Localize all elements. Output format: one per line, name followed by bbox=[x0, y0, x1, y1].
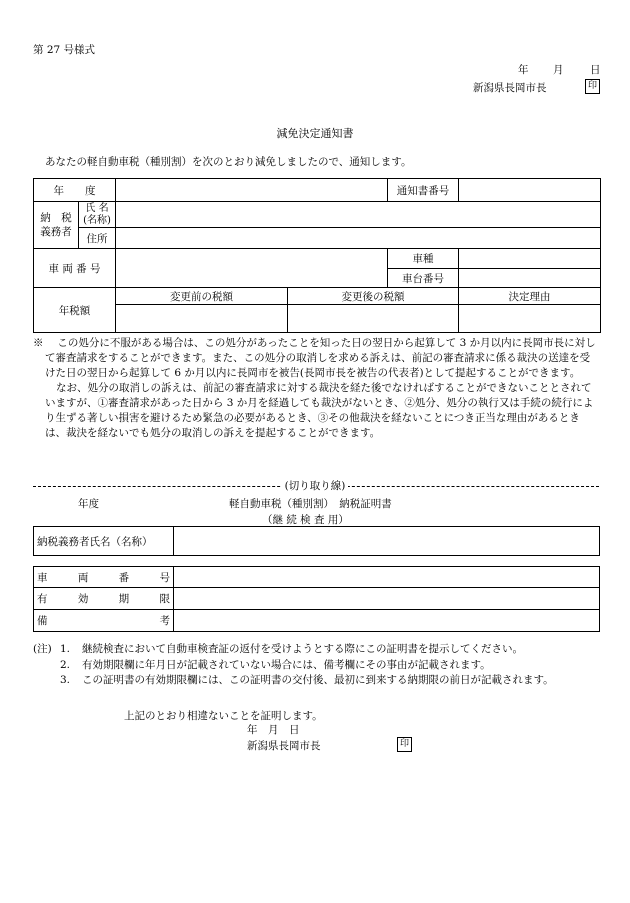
validity-label bbox=[34, 588, 174, 610]
vl-char-2: 効 bbox=[77, 593, 89, 605]
after-tax-label: 変更後の税額 bbox=[288, 288, 459, 305]
cut-line-label-wrap bbox=[0, 478, 630, 493]
address-value bbox=[116, 228, 601, 249]
name-label-line1: 氏 名 bbox=[85, 202, 109, 214]
year-value bbox=[116, 179, 388, 202]
certificate-detail-table bbox=[33, 566, 600, 632]
remarks-chars bbox=[37, 613, 170, 628]
attestation-issuer: 新潟県長岡市長 bbox=[247, 740, 321, 752]
notes-lead: (注) bbox=[33, 643, 52, 655]
remarks-value bbox=[174, 610, 600, 632]
note-item bbox=[33, 673, 603, 689]
cut-line-label: (切り取り線) bbox=[282, 480, 349, 492]
date-month: 月 bbox=[553, 64, 564, 76]
cert-vehicle-number-value bbox=[174, 567, 600, 588]
form-number: 第 27 号様式 bbox=[33, 44, 96, 56]
vehicle-type-value bbox=[459, 249, 601, 269]
appeal-notice bbox=[33, 336, 599, 441]
appeal-mark: ※ bbox=[33, 337, 44, 349]
document-title: 減免決定通知書 bbox=[276, 127, 354, 140]
name-value bbox=[116, 202, 601, 228]
note-number: 3. bbox=[60, 674, 71, 686]
notes-list bbox=[33, 642, 603, 689]
annual-tax-label: 年税額 bbox=[34, 288, 116, 333]
chassis-number-label: 車台番号 bbox=[388, 269, 459, 288]
taxpayer-label-line2: 義務者 bbox=[40, 226, 72, 238]
note-text: この証明書の有効期限欄には、この証明書の交付後、最初に到来する納期限の前日が記載されます。 bbox=[82, 674, 554, 686]
certificate-year-label: 年度 bbox=[78, 498, 99, 510]
official-seal bbox=[585, 79, 600, 94]
date-year: 年 bbox=[518, 64, 529, 76]
vehicle-number-value bbox=[116, 249, 388, 288]
taxpayer-label bbox=[34, 202, 79, 249]
reason-value bbox=[459, 305, 601, 333]
rm-char-1: 備 bbox=[37, 615, 48, 627]
name-label-line2: (名称) bbox=[83, 214, 111, 226]
vn-char-4: 号 bbox=[159, 571, 170, 584]
taxpayer-name-table bbox=[33, 526, 600, 556]
vehicle-type-label: 車種 bbox=[388, 249, 459, 269]
certificate-title: 軽自動車税（種別割） 納税証明書 bbox=[229, 498, 392, 510]
taxpayer-label-line1: 納 税 bbox=[40, 212, 72, 224]
note-number: 2. bbox=[60, 658, 71, 671]
attestation-seal bbox=[397, 737, 412, 752]
reason-label: 決定理由 bbox=[459, 288, 601, 305]
attestation-seal-mark: 印 bbox=[397, 737, 412, 752]
decision-table bbox=[33, 178, 601, 333]
vn-char-1: 車 bbox=[37, 571, 48, 584]
vl-char-3: 期 bbox=[118, 593, 130, 605]
certificate-subtitle: （継 続 検 査 用） bbox=[262, 514, 349, 526]
attestation-text: 上記のとおり相違ないことを証明します。 bbox=[124, 710, 323, 722]
appeal-text-1: この処分に不服がある場合は、この処分があったことを知った日の翌日から起算して 3 か月以内に長岡市長に対して審査請求をすることができます。また、この処分の取消しを求める訴えは、前記の審査請求に係る裁決の送達を受けた日の翌日から起算して 6 か月以内に長岡市を被告(長岡市長を被告の代表者)として提起することができます。 bbox=[45, 337, 596, 379]
note-item bbox=[33, 642, 603, 658]
remarks-label bbox=[34, 610, 174, 632]
vehicle-number-label: 車 両 番 号 bbox=[34, 249, 116, 288]
vn-char-2: 両 bbox=[77, 571, 89, 584]
vl-char-4: 限 bbox=[159, 593, 170, 605]
vn-char-3: 番 bbox=[118, 571, 130, 584]
note-text: 継続検査において自動車検査証の返付を受けようとする際にこの証明書を提示してください。 bbox=[82, 643, 523, 655]
attestation-date: 年 月 日 bbox=[247, 724, 300, 736]
appeal-text-2: なお、処分の取消しの訴えは、前記の審査請求に対する裁決を経た後でなければすることができないこととされていますが、①審査請求があった日から 3 か月を経過しても裁決がないとき、②処分、処分の執行又は手続の続行により生ずる著しい損害を避けるため緊急の必要があるとき、③その他裁決を経ないことにつき正当な理由があるときは、裁決を経ないでも処分の取消しの訴えを提起することができます。 bbox=[45, 382, 594, 439]
chassis-number-value bbox=[459, 269, 601, 288]
intro-text: あなたの軽自動車税（種別割）を次のとおり減免しましたので、通知します。 bbox=[45, 156, 412, 168]
issuer-name: 新潟県長岡市長 bbox=[473, 82, 547, 94]
note-item bbox=[33, 658, 603, 674]
before-tax-value bbox=[116, 305, 288, 333]
rm-char-2: 考 bbox=[159, 615, 170, 627]
validity-chars bbox=[37, 591, 170, 606]
validity-value bbox=[174, 588, 600, 610]
seal-mark: 印 bbox=[585, 79, 600, 94]
vl-char-1: 有 bbox=[37, 593, 48, 605]
taxpayer-name-label: 納税義務者氏名（名称） bbox=[34, 527, 174, 556]
cert-vehicle-number-label bbox=[34, 567, 174, 588]
after-tax-value bbox=[288, 305, 459, 333]
name-label bbox=[79, 202, 116, 228]
cert-vehicle-number-chars bbox=[37, 570, 170, 585]
before-tax-label: 変更前の税額 bbox=[116, 288, 288, 305]
note-text: 有効期限欄に年月日が記載されていない場合には、備考欄にその事由が記載されます。 bbox=[82, 658, 491, 671]
year-label: 年 度 bbox=[34, 179, 116, 202]
note-number: 1. bbox=[60, 643, 71, 655]
notice-number-value bbox=[459, 179, 601, 202]
date-day: 日 bbox=[590, 64, 601, 76]
notice-number-label: 通知書番号 bbox=[388, 179, 459, 202]
address-label: 住所 bbox=[79, 228, 116, 249]
taxpayer-name-value bbox=[174, 527, 600, 556]
